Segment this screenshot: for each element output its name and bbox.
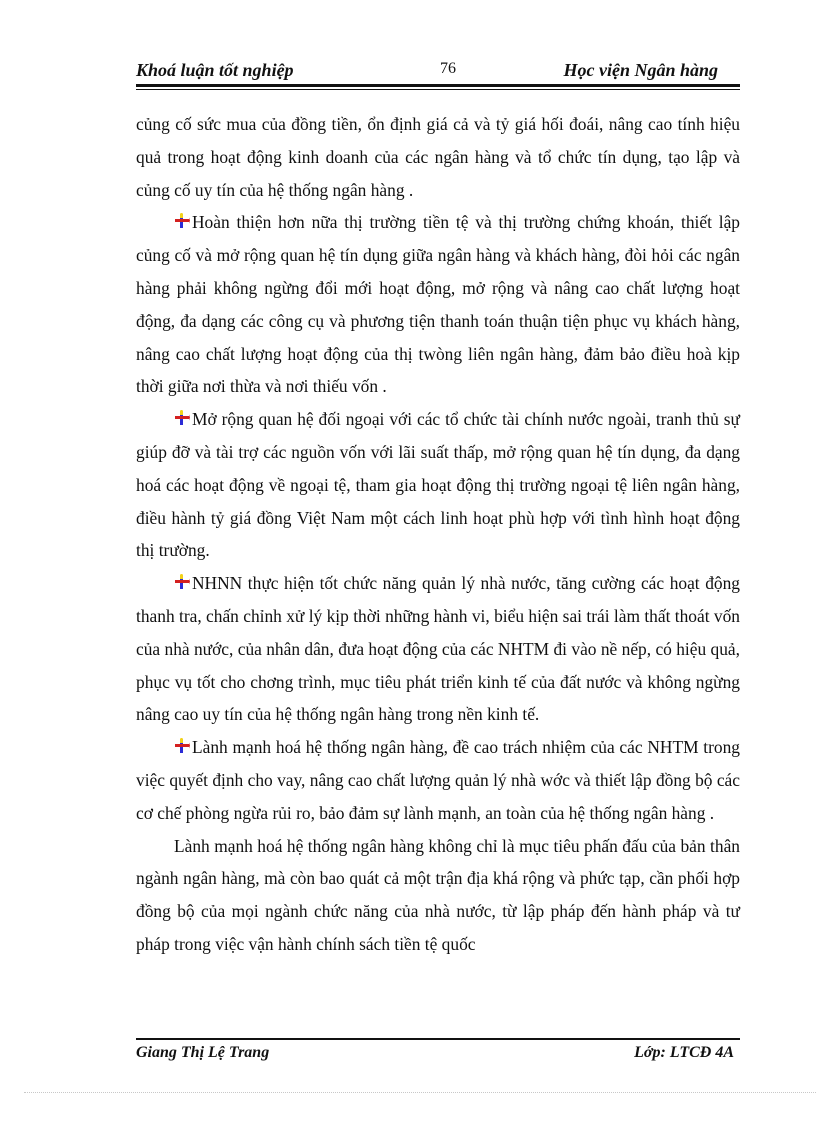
paragraph-text: NHNN thực hiện tốt chức năng quản lý nhà nước, tăng cường các hoạt động thanh tra, chấn chỉnh xử lý kịp thời những hành vi, biểu hiện sai trái làm thất thoát vốn của nhà nước, của nhân dân, đưa hoạt động của các NHTM đi vào nề nếp, có hiệu quả, phục vụ tốt cho chơng trình, mục tiêu phát triển kinh tế của đất nước và không ngừng nâng cao uy tín của hệ thống ngân hàng trong nền kinh tế. xyxy=(136,573,740,725)
plus-arrow-bullet-icon xyxy=(174,738,192,754)
footer-class: Lớp: LTCĐ 4A xyxy=(634,1044,734,1061)
page-number: 76 xyxy=(440,60,456,77)
bullet-paragraph xyxy=(136,731,740,829)
page-edge-divider xyxy=(24,1092,816,1093)
paragraph-text: Hoàn thiện hơn nữa thị trường tiền tệ và thị trường chứng khoán, thiết lập củng cố và mở rộng quan hệ tín dụng giữa ngân hàng và khách hàng, đòi hỏi các ngân hàng phải không ngừng đổi mới hoạt động, mở rộng và nâng cao chất lượng hoạt động, đa dạng các công cụ và phương tiện thanh toán thuận tiện phục vụ khách hàng, nâng cao chất lượng hoạt động của thị twòng liên ngân hàng, đảm bảo điều hoà kịp thời giữa nơi thừa và nơi thiếu vốn . xyxy=(136,212,740,397)
header-thesis-label: Khoá luận tốt nghiệp xyxy=(136,60,294,80)
paragraph-text: Mở rộng quan hệ đối ngoại với các tổ chức tài chính nước ngoài, tranh thủ sự giúp đỡ và tài trợ các nguồn vốn với lãi suất thấp, mở rộng quan hệ tín dụng, đa dạng hoá các hoạt động về ngoại tệ, tham gia hoạt động thị trường ngoại tệ liên ngân hàng, điều hành tỷ giá đồng Việt Nam một cách linh hoạt phù hợp với tình hình hoạt động thị trường. xyxy=(136,409,740,561)
bullet-paragraph xyxy=(136,206,740,403)
header-rule-thin xyxy=(136,89,740,90)
header-rule-thick xyxy=(136,84,740,87)
paragraph xyxy=(136,108,740,206)
document-body xyxy=(136,108,740,961)
plus-arrow-bullet-icon xyxy=(174,410,192,426)
header-institution: Học viện Ngân hàng xyxy=(563,60,718,80)
footer-author: Giang Thị Lệ Trang xyxy=(136,1044,270,1061)
page-footer xyxy=(136,1044,740,1068)
paragraph-text: Lành mạnh hoá hệ thống ngân hàng, đề cao trách nhiệm của các NHTM trong việc quyết định cho vay, nâng cao chất lượng quản lý nhà wớc và thiết lập đồng bộ các cơ chế phòng ngừa rủi ro, bảo đảm sự lành mạnh, an toàn của hệ thống ngân hàng . xyxy=(136,737,740,823)
paragraph-text: củng cố sức mua của đồng tiền, ổn định giá cả và tỷ giá hối đoái, nâng cao tính hiệu quả trong hoạt động kinh doanh của các ngân hàng và tổ chức tín dụng, tạo lập và củng cố uy tín của hệ thống ngân hàng . xyxy=(136,114,740,200)
paragraph-text: Lành mạnh hoá hệ thống ngân hàng không chỉ là mục tiêu phấn đấu của bản thân ngành ngân hàng, mà còn bao quát cả một trận địa khá rộng và phức tạp, cần phối hợp đồng bộ của mọi ngành chức năng của nhà nước, từ lập pháp đến hành pháp và tư pháp trong việc vận hành chính sách tiền tệ quốc xyxy=(136,835,740,954)
plus-arrow-bullet-icon xyxy=(174,574,192,590)
plus-arrow-bullet-icon xyxy=(174,213,192,229)
bullet-paragraph xyxy=(136,403,740,567)
paragraph xyxy=(136,830,740,961)
bullet-paragraph xyxy=(136,567,740,731)
footer-rule xyxy=(136,1038,740,1040)
